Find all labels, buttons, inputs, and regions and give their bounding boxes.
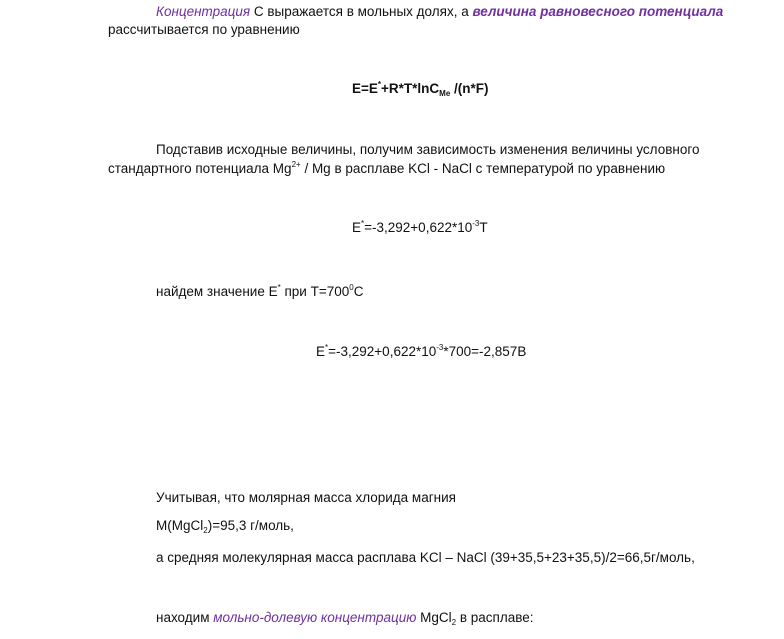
subscript: 2 [203,526,208,535]
eq-sup: * [361,219,365,228]
equation-temperature-dependence [352,219,488,237]
paragraph-mole-fraction [156,609,534,627]
subscript: 2 [451,618,457,627]
eq-part: /(n*F) [450,81,489,96]
paragraph-molar-mass-line2 [156,517,294,535]
eq-sup: * [325,343,329,352]
paragraph-find-value [156,283,363,301]
text-fragment: / Mg в расплаве KCl - NaCl с температурой по уравнению [300,161,666,176]
paragraph-substitution-line2 [108,160,665,178]
eq-part: *700=-2,857В [443,344,527,359]
eq-part: E [316,344,326,359]
equation-potential [352,80,489,98]
eq-part: E [352,220,362,235]
text-fragment: MgCl [416,610,452,625]
text-fragment: стандартного потенциала Mg [108,161,292,176]
text-fragment: M(MgCl [156,518,204,533]
term-equilibrium-potential: величина равновесного потенциала [472,4,724,19]
paragraph-concentration-line2: рассчитывается по уравнению [108,22,300,37]
eq-part: E=E [352,81,378,96]
eq-sup: -3 [472,219,480,228]
eq-part: =-3,292+0,622*10 [328,344,437,359]
text-fragment: C [353,284,364,299]
text-fragment: С выражается в мольных долях, а [250,4,473,19]
eq-part: T [479,220,488,235]
text-fragment: в расплаве: [456,610,534,625]
superscript: 0 [349,283,354,292]
equation-calculated-potential [316,343,526,361]
text-fragment: )=95,3 г/моль, [207,518,294,533]
text-fragment: находим [156,610,214,625]
term-mole-fraction: мольно-долевую концентрацию [213,610,417,625]
term-concentration: Концентрация [156,4,251,19]
eq-part: +R*T*lnC [381,81,440,96]
paragraph-molar-mass-line3: а средняя молекулярная масса расплава KCl – NaCl (39+35,5+23+35,5)/2=66,5г/моль, [156,550,695,565]
superscript: 2+ [291,160,301,169]
superscript: * [277,283,281,292]
paragraph-molar-mass-line1: Учитывая, что молярная масса хлорида магния [156,490,456,505]
eq-sub: Me [439,89,451,98]
paragraph-substitution-line1: Подставив исходные величины, получим зависимость изменения величины условного [156,142,700,157]
paragraph-concentration-line1 [156,3,723,21]
text-fragment: найдем значение E [156,284,278,299]
text-fragment: при T=700 [280,284,350,299]
eq-sup: -3 [436,343,444,352]
eq-sup: * [377,80,382,89]
eq-part: =-3,292+0,622*10 [364,220,473,235]
